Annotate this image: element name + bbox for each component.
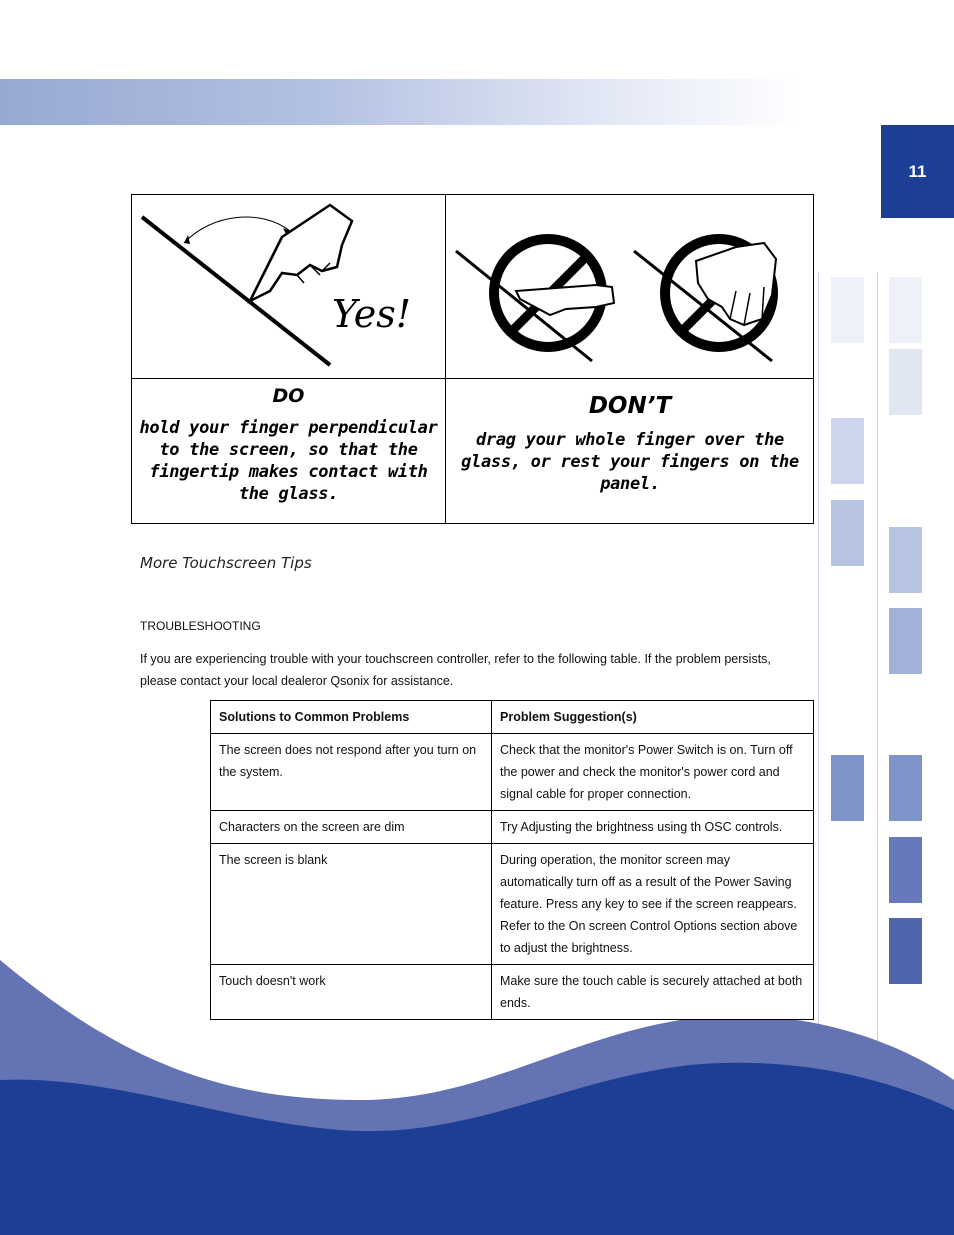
header-gradient-band	[0, 79, 800, 125]
column-header: Solutions to Common Problems	[211, 701, 492, 734]
problem-cell: The screen does not respond after you turn on the system.	[211, 734, 492, 811]
suggestion-cell: Try Adjusting the brightness using th OSC controls.	[492, 811, 814, 844]
do-illustration	[132, 195, 445, 378]
page-number: 11	[908, 161, 927, 181]
decor-square	[889, 755, 922, 821]
no-resting-hand-icon	[634, 239, 776, 361]
problem-cell: Characters on the screen are dim	[211, 811, 492, 844]
tips-heading: More Touchscreen Tips	[140, 554, 312, 572]
problem-cell: Touch doesn't work	[211, 965, 492, 1020]
decor-square	[889, 277, 922, 343]
decor-square	[831, 418, 864, 484]
troubleshooting-intro: If you are experiencing trouble with your touchscreen controller, refer to the following table. If the problem persists, please contact your local dealeror Qsonix for assistance.	[140, 652, 771, 688]
page-number-tab	[881, 125, 954, 218]
table-row	[211, 734, 814, 811]
problem-cell: The screen is blank	[211, 844, 492, 965]
do-heading: DO	[272, 385, 305, 407]
decor-square	[889, 349, 922, 415]
decor-square	[831, 755, 864, 821]
dont-description: drag your whole finger over the glass, or rest your fingers on the panel.	[461, 430, 799, 494]
decor-square	[831, 277, 864, 343]
decor-square	[889, 527, 922, 593]
decor-square	[889, 608, 922, 674]
troubleshooting-table	[210, 700, 814, 1020]
table-header-row	[211, 701, 814, 734]
table-row	[211, 965, 814, 1020]
decor-square	[889, 837, 922, 903]
yes-label: Yes!	[332, 292, 412, 336]
suggestion-cell: Check that the monitor's Power Switch is on. Turn off the power and check the monitor's power cord and signal cable for proper connection.	[492, 734, 814, 811]
table-row	[211, 844, 814, 965]
dont-illustration	[446, 195, 814, 378]
dont-heading: DON’T	[588, 393, 672, 419]
troubleshooting-title: TROUBLESHOOTING	[140, 619, 261, 633]
do-description: hold your finger perpendicular to the screen, so that the fingertip makes contact with the glass.	[139, 418, 438, 504]
suggestion-cell: Make sure the touch cable is securely attached at both ends.	[492, 965, 814, 1020]
column-header: Problem Suggestion(s)	[492, 701, 814, 734]
touch-technique-figure	[131, 194, 814, 524]
decor-square	[831, 500, 864, 566]
figure-divider	[132, 378, 813, 379]
table-row	[211, 811, 814, 844]
suggestion-cell: During operation, the monitor screen may automatically turn off as a result of the Power Saving feature. Press any key to see if the screen reappears. Refer to the On screen Control Options section above to adjust the brightness.	[492, 844, 814, 965]
no-flat-finger-icon	[456, 239, 614, 361]
